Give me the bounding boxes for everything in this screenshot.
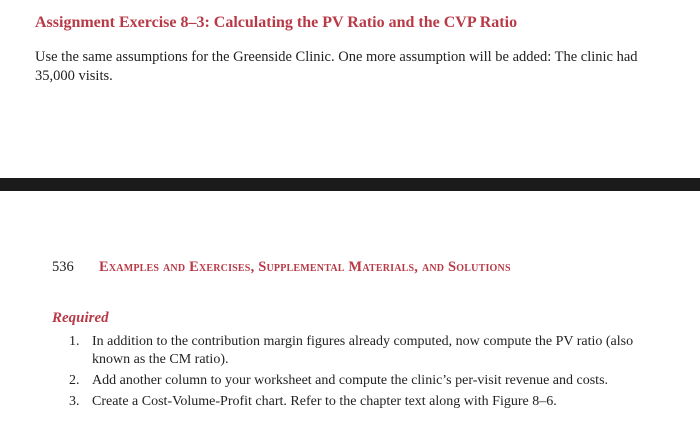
list-item-number: 1.: [69, 334, 80, 349]
page-divider: [0, 178, 700, 191]
list-item: [52, 372, 656, 390]
list-item-number: 3.: [69, 394, 80, 409]
list-item-text: Add another column to your worksheet and compute the clinic’s per-visit revenue and costs.: [92, 373, 609, 388]
list-item: [52, 393, 656, 411]
exercise-intro: Use the same assumptions for the Greenside Clinic. One more assumption will be added: The clinic had 35,000 visits.: [35, 49, 638, 84]
page-number: 536: [52, 259, 74, 275]
required-list: [52, 333, 656, 414]
list-item-text: Create a Cost-Volume-Profit chart. Refer to the chapter text along with Figure 8–6.: [92, 394, 557, 409]
required-label: Required: [52, 310, 109, 326]
list-item-text: In addition to the contribution margin figures already computed, now compute the PV ratio (also known as the CM ratio).: [92, 334, 634, 367]
list-item: [52, 333, 656, 369]
running-title: Examples and Exercises, Supplemental Materials, and Solutions: [99, 259, 511, 275]
list-item-number: 2.: [69, 373, 80, 388]
exercise-heading: Assignment Exercise 8–3: Calculating the PV Ratio and the CVP Ratio: [35, 14, 518, 31]
